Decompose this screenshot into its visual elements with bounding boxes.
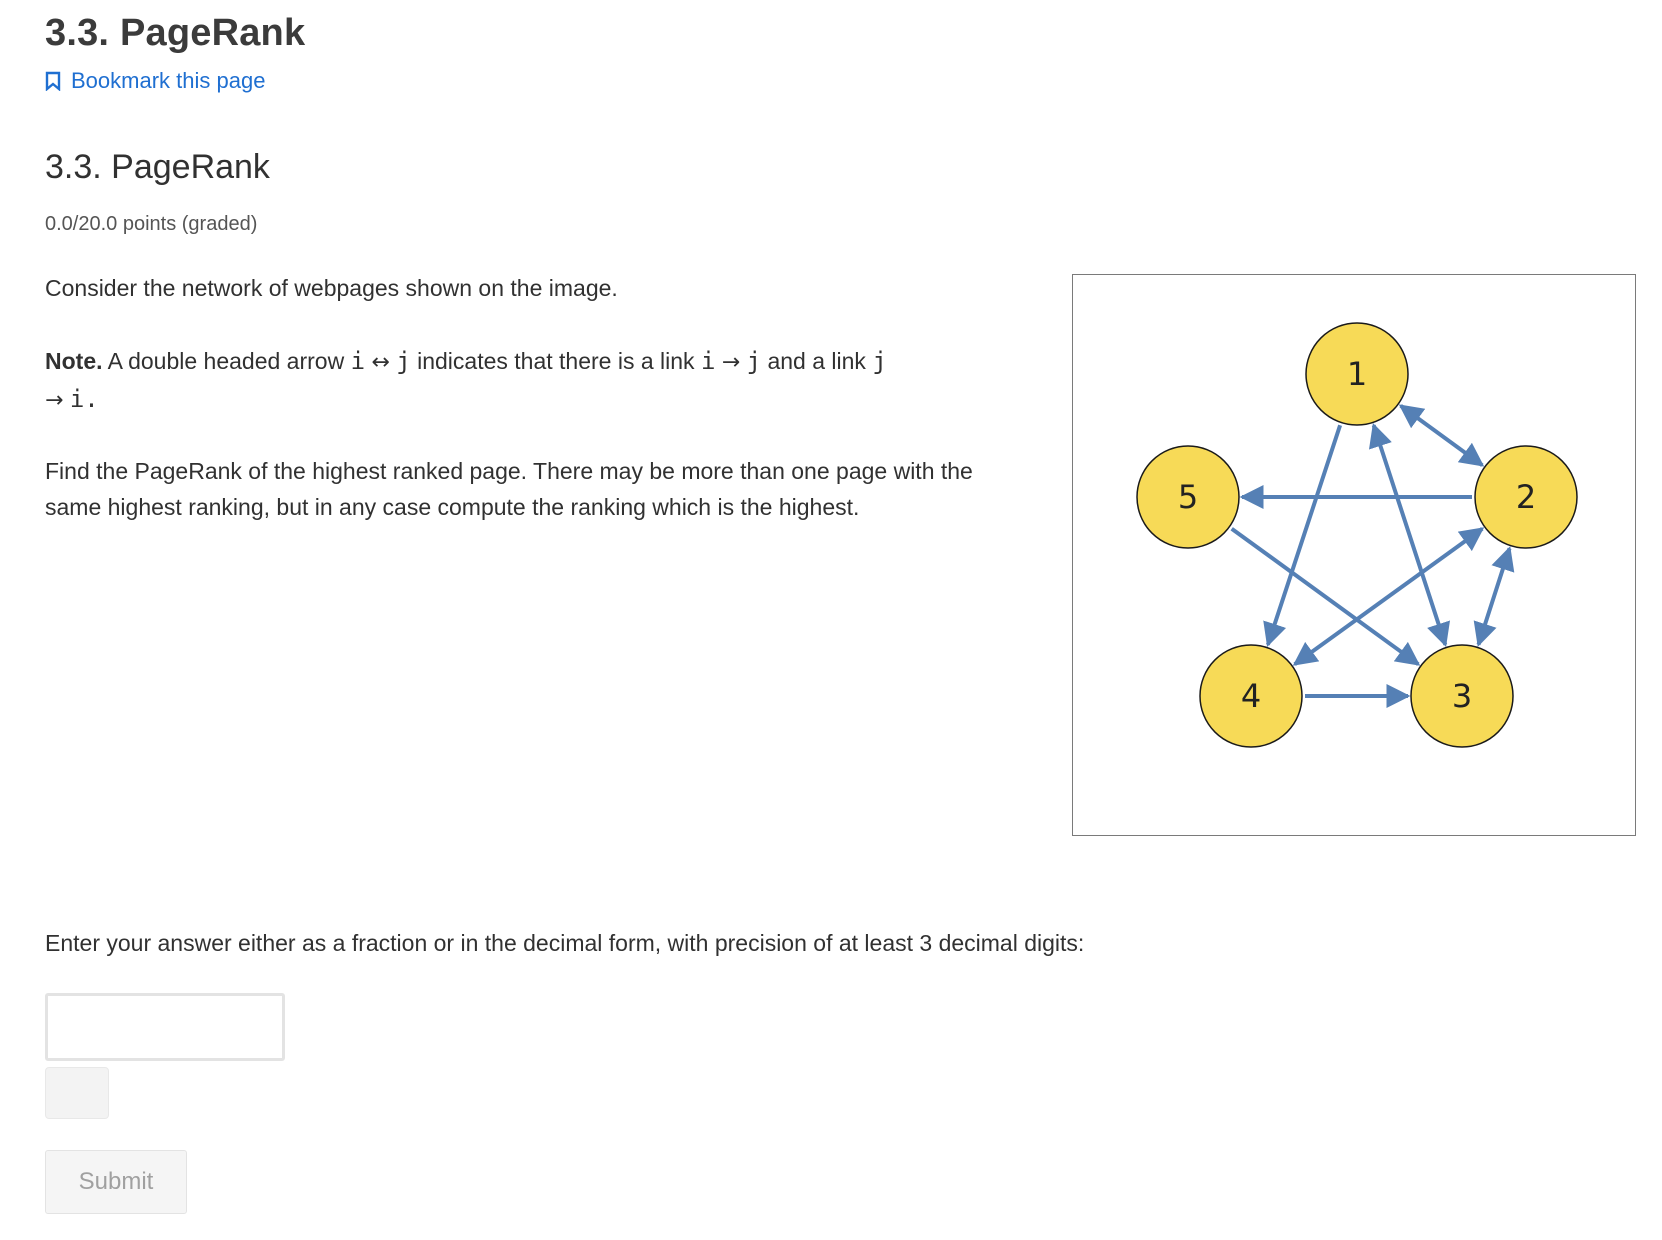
symbol-i: i xyxy=(700,347,716,375)
symbol-i: i xyxy=(69,385,85,413)
note-end: . xyxy=(84,385,99,413)
bookmark-icon xyxy=(45,71,61,91)
problem-title: 3.3. PageRank xyxy=(45,148,270,186)
note-label: Note. xyxy=(45,348,103,374)
edge-2-3 xyxy=(1479,548,1510,644)
note-text-3: and a link xyxy=(761,348,873,374)
network-graph xyxy=(1073,275,1634,834)
node-1 xyxy=(1306,323,1408,425)
symbol-i: i xyxy=(350,347,366,375)
node-3 xyxy=(1411,645,1513,747)
edge-1-3 xyxy=(1374,425,1446,644)
bookmark-link[interactable] xyxy=(45,68,265,94)
points-status: 0.0/20.0 points (graded) xyxy=(45,213,258,235)
page-title: 3.3. PageRank xyxy=(45,12,306,54)
bookmark-label: Bookmark this page xyxy=(71,68,266,93)
note-text-1: A double headed arrow xyxy=(102,348,351,374)
symbol-j: j xyxy=(396,347,411,375)
symbol-right-arrow: → xyxy=(45,388,64,413)
network-figure xyxy=(1072,274,1636,836)
node-label: 1 xyxy=(1346,355,1368,393)
problem-note xyxy=(45,343,1030,419)
node-4 xyxy=(1200,645,1302,747)
submit-button[interactable]: Submit xyxy=(45,1150,187,1214)
node-label: 4 xyxy=(1240,677,1262,715)
node-label: 3 xyxy=(1451,677,1473,715)
answer-input[interactable] xyxy=(45,993,285,1061)
answer-status-indicator xyxy=(45,1067,109,1119)
edge-1-4 xyxy=(1268,425,1340,644)
symbol-right-arrow: → xyxy=(721,350,741,375)
problem-intro: Consider the network of webpages shown on the image. xyxy=(45,275,618,301)
node-label: 5 xyxy=(1177,478,1199,516)
node-2 xyxy=(1475,446,1577,548)
answer-prompt: Enter your answer either as a fraction or in the decimal form, with precision of at least 3 decimal digits: xyxy=(45,930,1085,956)
symbol-j: j xyxy=(872,347,887,375)
note-text-2: indicates that there is a link xyxy=(410,348,701,374)
node-5 xyxy=(1137,446,1239,548)
symbol-double-arrow: ↔ xyxy=(371,350,390,375)
problem-question: Find the PageRank of the highest ranked page. There may be more than one page with the same highest ranking, but in any case compute the ranking which is the highest. xyxy=(45,458,973,520)
edge-1-2 xyxy=(1401,406,1483,465)
symbol-j: j xyxy=(746,347,762,375)
node-label: 2 xyxy=(1515,478,1537,516)
